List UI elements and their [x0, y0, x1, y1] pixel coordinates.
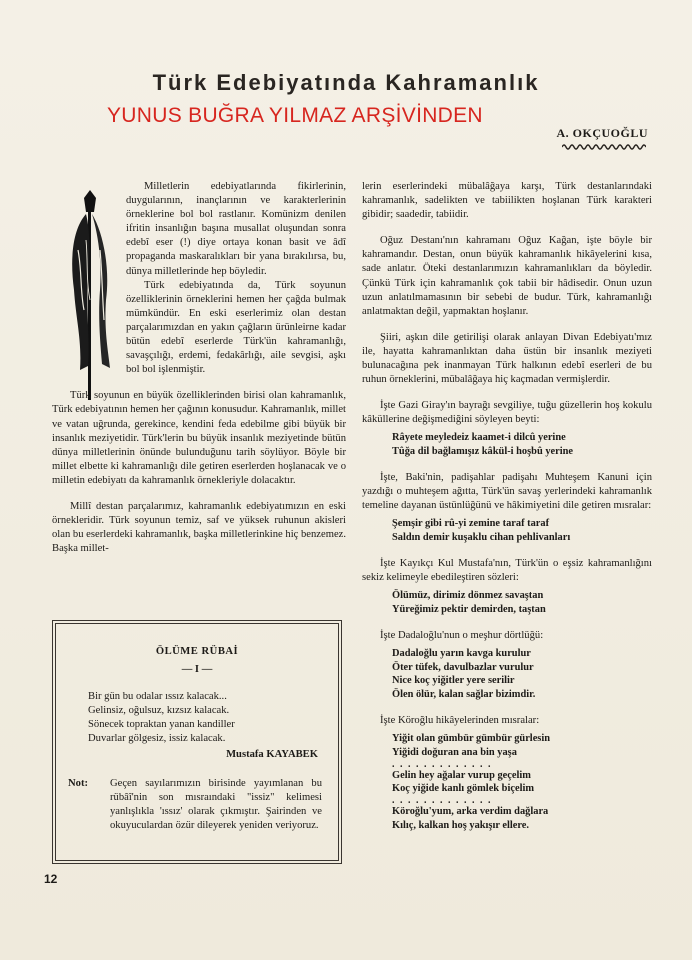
paragraph: İşte Köroğlu hikâyelerinden mısralar:: [380, 714, 540, 726]
verse-block: [392, 769, 652, 797]
verse-line: Öter tüfek, davulbazlar vurulur: [392, 661, 534, 673]
verse-line: Tûğa dil bağlamışız kâkül-i hoşbû yerine: [392, 446, 574, 458]
poem-line: Sönecek topraktan yanan kandiller: [88, 719, 235, 731]
verse-line: Şemşir gibi rû-yi zemine taraf taraf: [392, 518, 550, 530]
verse-line: Yiğidi doğuran ana bin yaşa: [392, 746, 517, 758]
paragraph: Türk edebiyatında da, Türk soyunun özelliklerinin örneklerini hemen her çağda bulmak mümkündür. En eski eserlerimiz olan destan parçalarımızdan en yakın çağların ürünleirne kadar bütün edebî eserlerde Türk'ün kahramanlığı, savaşçılığı, erdemi, fedakârlığı, aile sevgisi, aşkı bol bol işlenmiştir.: [126, 279, 346, 376]
poem-number: — I —: [181, 664, 213, 675]
paragraph: Şiiri, aşkın dile getirilişi olarak anlayan Divan Edebiyatı'mız ile, hayatta kahramanlıktan daha üstün bir insanlık meziyeti bulunacağına pek inanmayan Türk halkının edebî eserleri de bu ruhun örneklerini, mübalâğaya hiç kaçmadan vermişlerdir.: [362, 331, 652, 386]
page-number: 12: [44, 872, 58, 886]
verse-block: [392, 732, 652, 760]
verse-line: Gelin hey ağalar vurup geçelim: [392, 769, 531, 781]
note-text: Geçen sayılarımızın birisinde yayımlanan bu rübâî'nin son mısraındaki "issiz" kelimesi yanlışlıkla 'ıssız' olarak çıkmıştır. Şairinden ve okuyuculardan özür dileyerek yeniden veriyoruz.: [110, 778, 322, 832]
poem-lines: [88, 690, 235, 746]
verse-block: [392, 647, 652, 702]
right-column: [362, 180, 652, 833]
left-column: [52, 180, 346, 556]
paragraph: İşte Gazi Giray'ın bayrağı sevgiliye, tuğu güzellerin hoş kokulu kâküllerine değişmediğini söyleyen beyti:: [362, 400, 652, 426]
poem-note: [68, 777, 322, 833]
poem-line: Bir gün bu odalar ıssız kalacak...: [88, 691, 227, 702]
verse-line: Nice koç yiğitler yere serilir: [392, 675, 515, 687]
author-ornament: [562, 143, 646, 151]
paragraph: Oğuz Destanı'nın kahramanı Oğuz Kağan, işte böyle bir kahramandır. Destan, onun büyük kahramanlık hikâyelerini kısa, sade anlatır. Öteki destanlarımızın kahramanlıkları da böyledir. Çünkü Türk için kahramanlık çok tabii bir hâdisedir. Onun uzun uzun anlatılmamasının bir sebebi de budur. Türk, kahramanlığı anlatmaktan değil, yapmaktan hoşlanır.: [362, 235, 652, 317]
verse-line: Köroğlu'yum, arka verdim dağlara: [392, 806, 549, 818]
verse-block: [392, 805, 652, 833]
poem-author: Mustafa KAYABEK: [226, 749, 318, 760]
note-label: Not:: [68, 778, 89, 789]
paragraph: Milletlerin edebiyatlarında fikirlerinin, duygularının, inançlarının ve karakterlerinin örneklerine bol bol rastlanır. Komünizm denilen ifritin insanlığın başına musallat oluşundan sonra edebî eser (!) diye ortaya konan basit ve âdî propaganda maskaralıkları bir yana bırakılırsa, bu, dünya milletlerinde hep böyledir.: [126, 181, 346, 277]
verse-line: Koç yiğide kanlı gömlek biçelim: [392, 783, 535, 795]
paragraph: İşte Dadaloğlu'nun o meşhur dörtlüğü:: [380, 629, 544, 641]
verse-separator: . . . . . . . . . . . . .: [392, 795, 492, 807]
paragraph: İşte Kayıkçı Kul Mustafa'nın, Türk'ün o eşsiz kahramanlığını sekiz kelimeyle ebedileştiren sözleri:: [362, 557, 652, 583]
verse-line: Yiğit olan gümbür gümbür gürlesin: [392, 733, 551, 745]
paragraph: Millî destan parçalarımız, kahramanlık edebiyatımızın en eski örnekleridir. Türk soyunun temiz, saf ve yüksek ruhunun akisleri olan bu eserlerdeki kahramanlık, başka milletlerinkine hiç benzemez. Başka millet-: [52, 500, 346, 555]
paragraph: lerin eserlerindeki mübalâğaya karşı, Türk destanlarındaki kahramanlık, sadelikten ve tabiilikten hoşlanan Türk karakteri gibidir; saadedir, tabiidir.: [362, 181, 652, 221]
poem-title: ÖLÜME RÜBAİ: [155, 646, 239, 657]
verse-line: Ölen ölür, kalan sağlar bizimdir.: [392, 689, 536, 701]
verse-line: Râyete meyledeiz kaamet-i dilcû yerine: [392, 432, 566, 444]
verse-line: Ölümüz, dirimiz dönmez savaştan: [392, 590, 544, 602]
archive-overlay-text: YUNUS BUĞRA YILMAZ ARŞİVİNDEN: [107, 104, 483, 127]
verse-block: [392, 517, 652, 545]
verse-separator: . . . . . . . . . . . . .: [392, 758, 492, 770]
poem-line: Duvarlar gölgesiz, issiz kalacak.: [88, 733, 226, 745]
paragraph: Türk soyunun en büyük özelliklerinden birisi olan kahramanlık, Türk edebiyatının hemen her çağının konusudur. Kahramanlık, millet ve vatan uğrunda, gerekince, kendini feda edebilme gibi büyük bir insanlık meziyetidir. Türk'lerin bu büyük insanlık meziyetinde bütün dünya milletlerinin önünde bulunduğunu tarih söylüyor. Böyle bir millet elbette ki kahramanlığı dile getiren eserlerden hoşlanacak ve o milletin edebiyatı da kahramanlık örnekleriyle dolacaktır.: [52, 390, 346, 486]
poem-box: [52, 620, 342, 864]
verse-line: Kılıç, kalkan hoş yakışır ellere.: [392, 820, 530, 832]
verse-block: [392, 589, 652, 617]
article-author: A. OKÇUOĞLU: [556, 126, 648, 140]
verse-line: Yüreğimiz pektir demirden, taştan: [392, 603, 546, 615]
paragraph: İşte, Baki'nin, padişahlar padişahı Muhteşem Kanuni için yazdığı o muhteşem ağıtta, Türk'ün savaş yerlerindeki kahramanlık temeline dayanan üstünlüğünü ve hâkimiyetini dile getiren mısralar:: [362, 472, 652, 512]
verse-block: [392, 431, 652, 459]
poem-line: Gelinsiz, oğulsuz, kızsız kalacak.: [88, 705, 230, 717]
verse-line: Saldın demir kuşaklu cihan pehlivanları: [392, 532, 571, 544]
article-title: Türk Edebiyatında Kahramanlık: [152, 70, 540, 95]
verse-line: Dadaloğlu yarın kavga kurulur: [392, 647, 531, 659]
